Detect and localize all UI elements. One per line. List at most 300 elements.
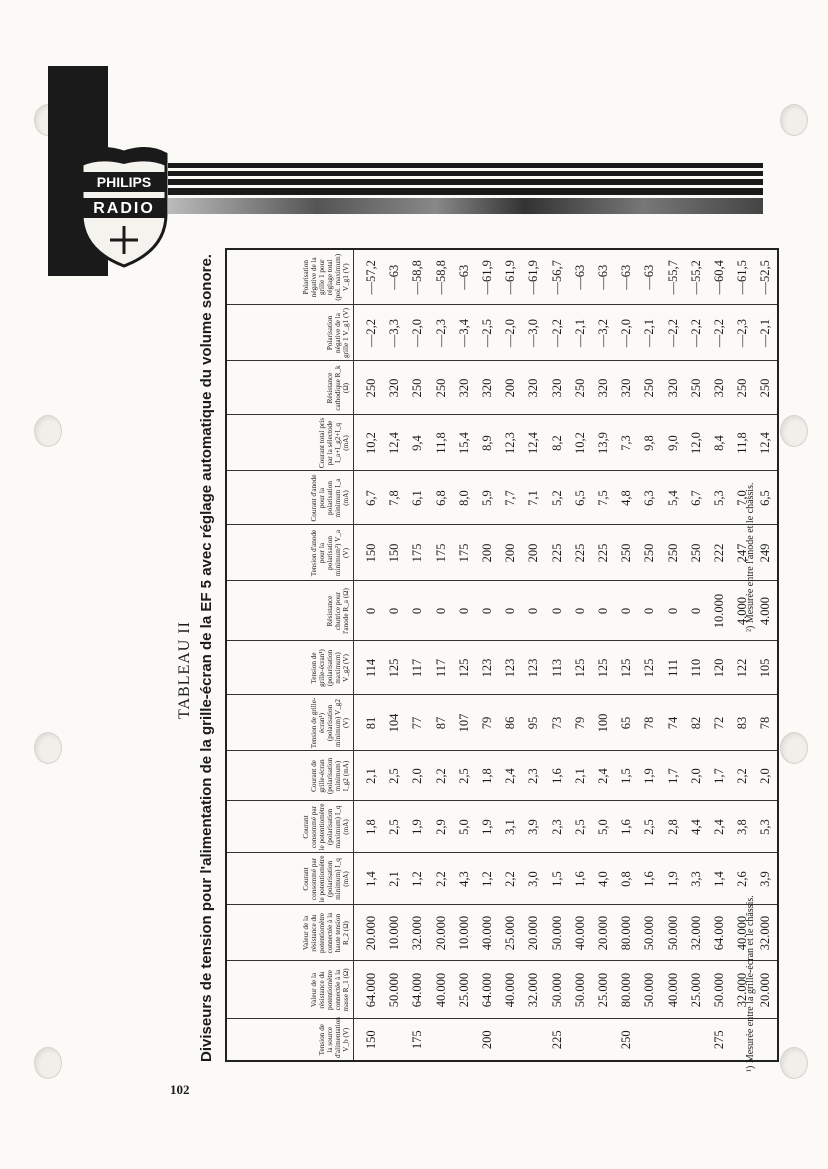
table-row xyxy=(354,249,384,1061)
table-cell: 0 xyxy=(661,581,684,641)
table-cell: 32.000 xyxy=(406,905,429,961)
table-cell: 320 xyxy=(546,361,569,415)
table-cell: 104 xyxy=(383,695,406,751)
table-cell: 2,4 xyxy=(708,801,731,853)
table-cell: 50.000 xyxy=(638,961,661,1019)
table-cell: —63 xyxy=(642,264,657,290)
table-cell: 7,5 xyxy=(592,471,615,525)
table-cell: 2,3 xyxy=(522,751,545,801)
table-cell: 73 xyxy=(546,695,569,751)
table-row xyxy=(499,249,522,1061)
table-cell: 13,9 xyxy=(592,415,615,471)
table-cell: 64.000 xyxy=(476,961,499,1019)
table-row xyxy=(685,249,708,1061)
philips-radio-shield-logo xyxy=(78,142,170,270)
table-cell: 4.000 xyxy=(731,581,754,641)
table-cell: 0 xyxy=(453,581,476,641)
table-cell: 250 xyxy=(615,1019,638,1061)
table-cell: 150 xyxy=(354,1019,384,1061)
table-cell: 7,8 xyxy=(383,471,406,525)
table-cell: 2,2 xyxy=(731,751,754,801)
table-row xyxy=(638,249,661,1061)
table-cell: 79 xyxy=(569,695,592,751)
table-row xyxy=(453,249,476,1061)
table-cell: 50.000 xyxy=(661,905,684,961)
table-cell: 10,2 xyxy=(569,415,592,471)
table-cell: 5,3 xyxy=(708,471,731,525)
table-cell: 1,9 xyxy=(638,751,661,801)
table-cell: 250 xyxy=(731,361,754,415)
table-cell: 1,6 xyxy=(638,853,661,905)
table-cell: 4,4 xyxy=(685,801,708,853)
table-row xyxy=(476,249,499,1061)
table-cell: 250 xyxy=(430,361,453,415)
punch-hole-low-left xyxy=(34,732,62,764)
table-cell: —3,4 xyxy=(453,305,476,361)
table-cell: 107 xyxy=(453,695,476,751)
table-cell: 4,3 xyxy=(453,853,476,905)
table-cell: 3,1 xyxy=(499,801,522,853)
table-cell: —2,2 xyxy=(685,305,708,361)
table-cell: 2,5 xyxy=(453,751,476,801)
table-cell: 25.000 xyxy=(453,961,476,1019)
table-cell: 2,2 xyxy=(430,853,453,905)
table-caption: TABLEAU II xyxy=(176,620,193,720)
table-cell xyxy=(754,1019,778,1061)
table-cell: 40.000 xyxy=(430,961,453,1019)
table-cell: 8,2 xyxy=(546,415,569,471)
table-cell: —63 xyxy=(456,264,471,290)
table-cell: 2,6 xyxy=(731,853,754,905)
table-cell: 1,9 xyxy=(661,853,684,905)
table-cell: —61,9 xyxy=(480,260,495,295)
table-cell: 8,9 xyxy=(476,415,499,471)
table-cell: 1,5 xyxy=(615,751,638,801)
table-cell: 250 xyxy=(406,361,429,415)
table-cell: —2,1 xyxy=(569,305,592,361)
table-cell: 11,8 xyxy=(430,415,453,471)
table-cell: 150 xyxy=(383,525,406,581)
table-cell: 2,8 xyxy=(661,801,684,853)
table-cell: —58,8 xyxy=(410,260,425,295)
table-cell: 8,0 xyxy=(453,471,476,525)
table-cell: 175 xyxy=(406,1019,429,1061)
table-cell: 250 xyxy=(685,525,708,581)
table-cell xyxy=(685,1019,708,1061)
table-cell: 125 xyxy=(383,641,406,695)
table-cell: 123 xyxy=(522,641,545,695)
table-cell: —63 xyxy=(595,264,610,290)
table-cell: 40.000 xyxy=(499,961,522,1019)
table-cell: 32.000 xyxy=(731,961,754,1019)
table-cell: 120 xyxy=(708,641,731,695)
table-row xyxy=(615,249,638,1061)
table-row xyxy=(569,249,592,1061)
table-cell: 111 xyxy=(661,641,684,695)
table-header-row xyxy=(226,249,354,1061)
table-cell: —2,0 xyxy=(406,305,429,361)
table-cell: 65 xyxy=(615,695,638,751)
table-cell: 1,5 xyxy=(546,853,569,905)
table-cell xyxy=(499,1019,522,1061)
table-cell: 2,5 xyxy=(383,751,406,801)
table-cell: 1,8 xyxy=(476,751,499,801)
table-cell: 1,4 xyxy=(354,853,384,905)
table-cell xyxy=(430,1019,453,1061)
table-cell: 5,9 xyxy=(476,471,499,525)
table-cell: 250 xyxy=(661,525,684,581)
table-cell: 4.000 xyxy=(754,581,778,641)
table-cell: 0 xyxy=(499,581,522,641)
table-cell: 1,9 xyxy=(406,801,429,853)
table-cell: 82 xyxy=(685,695,708,751)
table-row xyxy=(383,249,406,1061)
header-rules xyxy=(168,163,763,198)
table-cell: 72 xyxy=(708,695,731,751)
table-cell: 320 xyxy=(592,361,615,415)
table-cell: 275 xyxy=(708,1019,731,1061)
table-cell: 3,9 xyxy=(522,801,545,853)
table-cell: 6,3 xyxy=(638,471,661,525)
table-cell: 320 xyxy=(522,361,545,415)
column-header: Tension de la source d'alimentation V_b (V) xyxy=(226,1019,354,1061)
table-cell: —3,3 xyxy=(383,305,406,361)
table-body xyxy=(354,249,779,1061)
table-row xyxy=(546,249,569,1061)
table-cell: 1,7 xyxy=(661,751,684,801)
table-cell: 2,4 xyxy=(592,751,615,801)
table-cell: 25.000 xyxy=(592,961,615,1019)
page-number: 102 xyxy=(170,1082,190,1097)
table-cell: —2,0 xyxy=(499,305,522,361)
table-cell: 1,8 xyxy=(354,801,384,853)
table-cell: 40.000 xyxy=(731,905,754,961)
table-cell: 25.000 xyxy=(499,905,522,961)
table-cell: 81 xyxy=(354,695,384,751)
table-cell: 50.000 xyxy=(546,905,569,961)
table-cell: 100 xyxy=(592,695,615,751)
table-cell: 86 xyxy=(499,695,522,751)
table-cell: 200 xyxy=(499,525,522,581)
column-header: Courant de grille-écran (polarisation minimum) I_g2 (mA) xyxy=(226,751,354,801)
table-cell: 125 xyxy=(453,641,476,695)
table-cell: 6,8 xyxy=(430,471,453,525)
table-cell: —63 xyxy=(572,264,587,290)
table-cell: 1,6 xyxy=(615,801,638,853)
column-header: Courant consommé par le potentiomètre (polarisation maximum) I_q (mA) xyxy=(226,801,354,853)
table-cell: 117 xyxy=(406,641,429,695)
table-cell: —2,2 xyxy=(354,305,384,361)
table-cell: 87 xyxy=(430,695,453,751)
table-cell: 2,2 xyxy=(430,751,453,801)
table-cell: 80.000 xyxy=(615,961,638,1019)
table-cell: —57,2 xyxy=(364,260,379,295)
punch-hole-mid-right xyxy=(780,415,808,447)
table-cell: 7,7 xyxy=(499,471,522,525)
table-cell: 3,8 xyxy=(731,801,754,853)
table-cell: 175 xyxy=(406,525,429,581)
table-cell: 0 xyxy=(592,581,615,641)
table-row xyxy=(754,249,778,1061)
table-cell: 20.000 xyxy=(754,961,778,1019)
table-cell: 0 xyxy=(430,581,453,641)
table-cell: 5,4 xyxy=(661,471,684,525)
table-cell: 10.000 xyxy=(708,581,731,641)
table-cell: 25.000 xyxy=(685,961,708,1019)
table-cell: 32.000 xyxy=(522,961,545,1019)
table-cell: 32.000 xyxy=(685,905,708,961)
column-header: Polarisation négative de la grille 1 pour réglage total (pol. maximum) V_g1 (V) xyxy=(226,249,354,305)
table-cell: 20.000 xyxy=(592,905,615,961)
table-cell: 40.000 xyxy=(661,961,684,1019)
table-cell: —63 xyxy=(619,264,634,290)
table-cell: 50.000 xyxy=(569,961,592,1019)
table-row xyxy=(592,249,615,1061)
table-cell: 0 xyxy=(569,581,592,641)
table-cell: 2,2 xyxy=(499,853,522,905)
table-cell: 117 xyxy=(430,641,453,695)
rotated-table-area xyxy=(170,250,773,1090)
table-cell: 0 xyxy=(476,581,499,641)
table-cell: 320 xyxy=(661,361,684,415)
table-cell: —3,0 xyxy=(522,305,545,361)
table-cell: 11,8 xyxy=(731,415,754,471)
table-cell: 20.000 xyxy=(522,905,545,961)
table-cell: —55,2 xyxy=(688,260,703,295)
table-cell: 0 xyxy=(638,581,661,641)
table-cell: 123 xyxy=(499,641,522,695)
table-cell: 4,8 xyxy=(615,471,638,525)
table-cell: —2,2 xyxy=(708,305,731,361)
table-cell: 0 xyxy=(354,581,384,641)
table-cell: 2,3 xyxy=(546,801,569,853)
punch-hole-bottom-right xyxy=(780,1047,808,1079)
table-cell: 0 xyxy=(546,581,569,641)
table-cell: 12,0 xyxy=(685,415,708,471)
table-cell: 64.000 xyxy=(354,961,384,1019)
table-row xyxy=(430,249,453,1061)
logo-text-philips: PHILIPS xyxy=(96,174,152,190)
table-cell: —52,5 xyxy=(758,260,773,295)
table-cell: 5,3 xyxy=(754,801,778,853)
table-cell: 79 xyxy=(476,695,499,751)
table-cell: 7,0 xyxy=(731,471,754,525)
table-cell: 250 xyxy=(754,361,778,415)
table-cell: —2,3 xyxy=(731,305,754,361)
table-cell: 9,0 xyxy=(661,415,684,471)
column-header: Courant total pris par la sélectode I_a+I_g2+I_q (mA) xyxy=(226,415,354,471)
table-cell: —3,2 xyxy=(592,305,615,361)
table-cell: —60,4 xyxy=(711,260,726,295)
table-cell: 12,4 xyxy=(522,415,545,471)
table-cell: 320 xyxy=(476,361,499,415)
logo-text-radio: RADIO xyxy=(93,200,155,217)
table-cell: 6,1 xyxy=(406,471,429,525)
table-cell: 2,5 xyxy=(383,801,406,853)
table-cell: 249 xyxy=(754,525,778,581)
table-cell: —58,8 xyxy=(433,260,448,295)
table-cell: —2,2 xyxy=(661,305,684,361)
table-cell: —2,1 xyxy=(754,305,778,361)
table-cell: 320 xyxy=(383,361,406,415)
table-cell: 2,0 xyxy=(406,751,429,801)
punch-hole-bottom-left xyxy=(34,1047,62,1079)
table-cell: 83 xyxy=(731,695,754,751)
table-row xyxy=(661,249,684,1061)
table-cell: —61,9 xyxy=(526,260,541,295)
column-header: Tension d'anode pour la polarisation minimum²) V_a (V) xyxy=(226,525,354,581)
table-cell: —2,5 xyxy=(476,305,499,361)
table-cell xyxy=(383,1019,406,1061)
table-cell xyxy=(453,1019,476,1061)
table-cell: 20.000 xyxy=(430,905,453,961)
column-header: Valeur de la résistance du potentiomètre connectée à la haute tension R_2 (Ω) xyxy=(226,905,354,961)
table-cell: 50.000 xyxy=(383,961,406,1019)
table-cell: 5,0 xyxy=(592,801,615,853)
table-cell: 123 xyxy=(476,641,499,695)
table-cell: 2,9 xyxy=(430,801,453,853)
table-cell: 125 xyxy=(615,641,638,695)
table-cell: 77 xyxy=(406,695,429,751)
table-cell: —2,3 xyxy=(430,305,453,361)
table-cell: 15,4 xyxy=(453,415,476,471)
table-cell: 20.000 xyxy=(354,905,384,961)
table-cell: 0 xyxy=(522,581,545,641)
table-cell: 2,5 xyxy=(638,801,661,853)
table-cell: 50.000 xyxy=(638,905,661,961)
table-cell: 222 xyxy=(708,525,731,581)
table-row xyxy=(406,249,429,1061)
table-cell: 105 xyxy=(754,641,778,695)
table-cell: 64.000 xyxy=(708,905,731,961)
footnote-1: ¹) Mesurée entre la grille-écran et le châssis. xyxy=(745,895,756,1072)
table-cell: 10.000 xyxy=(383,905,406,961)
table-cell: 2,0 xyxy=(754,751,778,801)
table-cell: 113 xyxy=(546,641,569,695)
table-cell: 78 xyxy=(638,695,661,751)
table-cell: 2,4 xyxy=(499,751,522,801)
table-cell: 2,0 xyxy=(685,751,708,801)
table-cell: 250 xyxy=(615,525,638,581)
table-cell: 1,7 xyxy=(708,751,731,801)
table-cell: 114 xyxy=(354,641,384,695)
table-cell: 225 xyxy=(592,525,615,581)
voltage-divider-table xyxy=(225,248,779,1062)
table-cell: 2,1 xyxy=(569,751,592,801)
table-cell: 1,6 xyxy=(546,751,569,801)
table-cell: —63 xyxy=(387,264,402,290)
table-cell: —2,2 xyxy=(546,305,569,361)
column-header: Tension de grille-écran¹) (polarisation maximum) V_g2 (V) xyxy=(226,641,354,695)
column-header: Courant d'anode pour la polarisation minimum I_a (mA) xyxy=(226,471,354,525)
table-cell: 150 xyxy=(354,525,384,581)
table-cell: 2,1 xyxy=(354,751,384,801)
table-cell: 40.000 xyxy=(569,905,592,961)
table-cell: 95 xyxy=(522,695,545,751)
table-cell: —2,0 xyxy=(615,305,638,361)
table-cell: 1,4 xyxy=(708,853,731,905)
column-header: Tension de grille-écran¹) (polarisation minimum) V_g2 (V) xyxy=(226,695,354,751)
column-header: Résistance cathodique R_k (Ω) xyxy=(226,361,354,415)
table-cell: 110 xyxy=(685,641,708,695)
table-cell: 122 xyxy=(731,641,754,695)
table-cell: 5,2 xyxy=(546,471,569,525)
table-cell: 1,2 xyxy=(476,853,499,905)
table-cell: 125 xyxy=(638,641,661,695)
table-cell: 78 xyxy=(754,695,778,751)
table-cell xyxy=(638,1019,661,1061)
table-cell: 12,3 xyxy=(499,415,522,471)
table-cell: 9,4 xyxy=(406,415,429,471)
column-header: Courant consommé par le potentiomètre (polarisation minimum) I_q (mA) xyxy=(226,853,354,905)
column-header: Polarisation négative de la grille 1 V_g1 (V) xyxy=(226,305,354,361)
table-cell: 80.000 xyxy=(615,905,638,961)
table-cell: 320 xyxy=(708,361,731,415)
table-cell xyxy=(569,1019,592,1061)
table-cell: 1,9 xyxy=(476,801,499,853)
table-cell: 8,4 xyxy=(708,415,731,471)
table-cell: 6,5 xyxy=(754,471,778,525)
column-header: Résistance chutrice pour l'anode R_a (Ω) xyxy=(226,581,354,641)
punch-hole-top-right xyxy=(780,104,808,136)
table-cell: 225 xyxy=(569,525,592,581)
table-cell: 0 xyxy=(383,581,406,641)
table-cell: 6,5 xyxy=(569,471,592,525)
table-cell: 64.000 xyxy=(406,961,429,1019)
table-row xyxy=(522,249,545,1061)
table-cell: 7,3 xyxy=(615,415,638,471)
punch-hole-mid-left xyxy=(34,415,62,447)
table-cell xyxy=(592,1019,615,1061)
table-cell: 4,0 xyxy=(592,853,615,905)
table-cell: 0 xyxy=(615,581,638,641)
table-cell: 1,2 xyxy=(406,853,429,905)
table-cell: 250 xyxy=(685,361,708,415)
table-cell: 175 xyxy=(453,525,476,581)
table-cell xyxy=(661,1019,684,1061)
table-cell: —61,5 xyxy=(735,260,750,295)
header-gray-strip xyxy=(168,198,763,214)
table-row xyxy=(708,249,731,1061)
table-cell: 225 xyxy=(546,1019,569,1061)
table-cell: 175 xyxy=(430,525,453,581)
table-cell: 200 xyxy=(522,525,545,581)
table-cell: 50.000 xyxy=(546,961,569,1019)
table-cell: 250 xyxy=(638,361,661,415)
table-cell: 320 xyxy=(453,361,476,415)
table-cell: 10,2 xyxy=(354,415,384,471)
table-cell: 50.000 xyxy=(708,961,731,1019)
table-cell: 250 xyxy=(638,525,661,581)
table-cell: 200 xyxy=(476,525,499,581)
table-cell: 125 xyxy=(592,641,615,695)
table-cell: 10.000 xyxy=(453,905,476,961)
table-cell: 12,4 xyxy=(383,415,406,471)
table-cell: —55,7 xyxy=(665,260,680,295)
table-cell: 12,4 xyxy=(754,415,778,471)
table-cell: 3,3 xyxy=(685,853,708,905)
table-cell: 0,8 xyxy=(615,853,638,905)
table-cell: —2,1 xyxy=(638,305,661,361)
table-cell: 2,5 xyxy=(569,801,592,853)
table-cell: 200 xyxy=(476,1019,499,1061)
table-cell: 125 xyxy=(569,641,592,695)
column-header: Valeur de la résistance du potentiomètre connectée à la masse R_1 (Ω) xyxy=(226,961,354,1019)
table-cell: —56,7 xyxy=(549,260,564,295)
table-cell: 250 xyxy=(569,361,592,415)
table-cell: 3,0 xyxy=(522,853,545,905)
table-cell: 2,1 xyxy=(383,853,406,905)
